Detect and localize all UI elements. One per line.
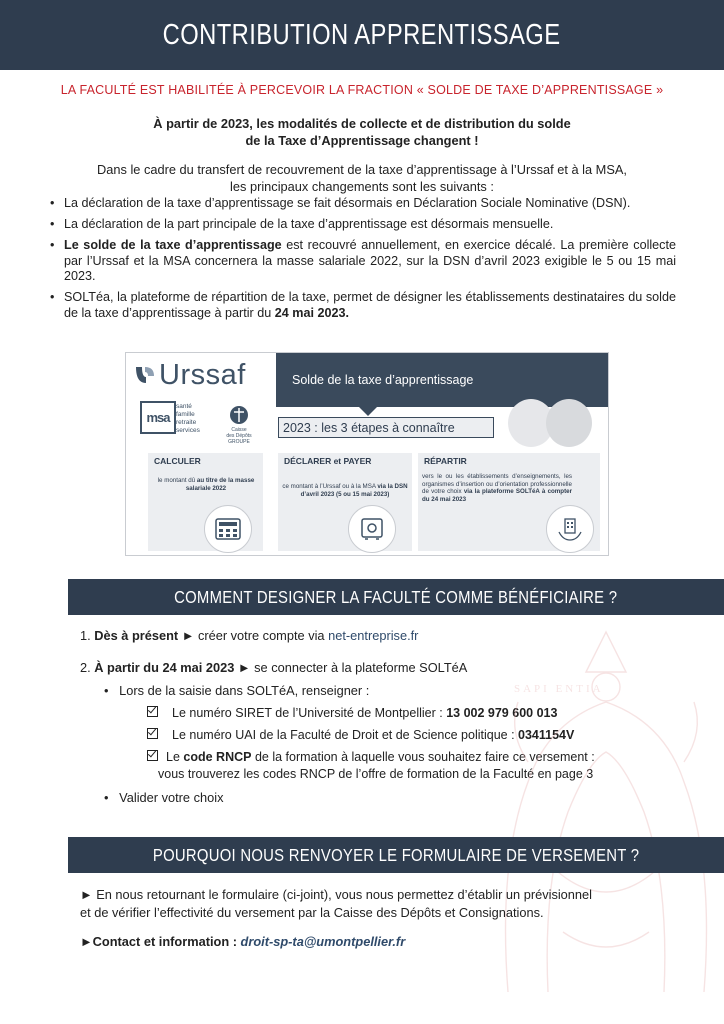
subtitle: LA FACULTÉ EST HABILITÉE À PERCEVOIR LA FRACTION « SOLDE DE TAXE D’APPRENTISSAGE »: [60, 83, 664, 97]
header-bar: [0, 0, 724, 70]
step-calculer: CALCULER le montant dû au titre de la masse salariale 2022: [148, 453, 263, 551]
step-declarer: DÉCLARER et PAYER ce montant à l’Urssaf ou à la MSA via la DSN d’avril 2023 (5 ou 15 mai 2023): [278, 453, 412, 551]
section-bar-designer: [68, 579, 724, 615]
svg-text:SAPI ENTIA: SAPI ENTIA: [514, 683, 604, 695]
urssaf-logo: Urssaf: [134, 359, 246, 392]
checkbox-icon: [147, 706, 158, 717]
msa-tagline: santé famille retraite services: [176, 403, 200, 434]
urssaf-mark-icon: [134, 364, 156, 386]
steps-label: 2023 : les 3 étapes à connaître: [278, 417, 494, 438]
contact-line: ►Contact et information : droit-sp-ta@umontpellier.fr: [80, 934, 406, 949]
intro-line-2: les principaux changements sont les suivants :: [230, 179, 494, 194]
check-rncp: Le code RNCP de la formation à laquelle vous souhaitez faire ce versement :: [147, 749, 595, 765]
arrow-down-icon: [359, 407, 377, 416]
para-line-1: ► En nous retournant le formulaire (ci-joint), vous nous permettez d’établir un prévisionnel: [80, 887, 592, 902]
msa-logo: msa: [140, 401, 176, 434]
calculator-icon: [204, 505, 252, 553]
para-line-2: et de vérifier l’effectivité du versement par la Caisse des Dépôts et Consignations.: [80, 905, 544, 920]
list-item: • La déclaration de la taxe d’apprentissage se fait désormais en Déclaration Sociale Nominative (DSN).: [50, 196, 676, 212]
step-2: 2. À partir du 24 mai 2023 ► se connecter à la plateforme SOLTéA: [80, 660, 468, 675]
solde-title-box: Solde de la taxe d’apprentissage: [276, 353, 609, 407]
checkbox-icon: [147, 750, 158, 761]
intro-text: [60, 161, 664, 195]
section-bar-pourquoi: [68, 837, 724, 873]
contact-email-link[interactable]: droit-sp-ta@umontpellier.fr: [240, 934, 406, 949]
cdc-mark-icon: [229, 405, 249, 425]
lead-text: [60, 115, 664, 149]
page-title: CONTRIBUTION APPRENTISSAGE: [163, 18, 561, 51]
decorative-circle: [546, 399, 592, 447]
validate-bullet: • Valider votre choix: [104, 790, 224, 805]
list-item: • La déclaration de la part principale de la taxe d’apprentissage est désormais mensuelle.: [50, 217, 676, 233]
section-title: COMMENT DESIGNER LA FACULTÉ COMME BÉNÉFICIAIRE ?: [174, 586, 618, 607]
infographic: [125, 352, 609, 556]
check-siret: Le numéro SIRET de l’Université de Montpellier : 13 002 979 600 013: [147, 705, 557, 721]
check-rncp-line2: vous trouverez les codes RNCP de l’offre de formation de la Faculté en page 3: [158, 767, 594, 781]
building-hands-icon: [546, 505, 594, 553]
changes-list: [50, 196, 676, 327]
step-repartir: RÉPARTIR vers le ou les établissements d’enseignements, les organismes d’insertion ou d’orientation professionnelle de votre choix via la plateforme SOLTéA à compter du 24 mai 2023: [418, 453, 600, 551]
university-seal-watermark: [488, 612, 724, 1002]
step-1: 1. Dès à présent ► créer votre compte via net-entreprise.fr: [80, 628, 419, 643]
list-item: • SOLTéa, la plateforme de répartition de la taxe, permet de désigner les établissements destinataires du solde de la taxe d’apprentissage à partir du 24 mai 2023.: [50, 290, 676, 321]
checkbox-icon: [147, 728, 158, 739]
section-title: POURQUOI NOUS RENVOYER LE FORMULAIRE DE VERSEMENT ?: [152, 844, 640, 865]
safe-icon: [348, 505, 396, 553]
net-entreprise-link[interactable]: net-entreprise.fr: [328, 628, 419, 643]
lead-line-2: de la Taxe d’Apprentissage changent !: [245, 133, 479, 148]
intro-line-1: Dans le cadre du transfert de recouvrement de la taxe d’apprentissage à l’Urssaf et à la MSA,: [97, 162, 627, 177]
caisse-des-depots-logo: Caisse des Dépôts GROUPE: [222, 405, 256, 445]
lead-line-1: À partir de 2023, les modalités de collecte et de distribution du solde: [153, 116, 571, 131]
sub-bullet: • Lors de la saisie dans SOLTéA, renseigner :: [104, 683, 370, 698]
list-item: • Le solde de la taxe d’apprentissage est recouvré annuellement, en exercice décalé. La première collecte par l’Urssaf et la MSA concernera la masse salariale 2022, sur la DSN d’avril 2023 exigible le 5 ou 15 mai 2023.: [50, 238, 676, 285]
check-uai: Le numéro UAI de la Faculté de Droit et de Science politique : 0341154V: [147, 727, 574, 743]
